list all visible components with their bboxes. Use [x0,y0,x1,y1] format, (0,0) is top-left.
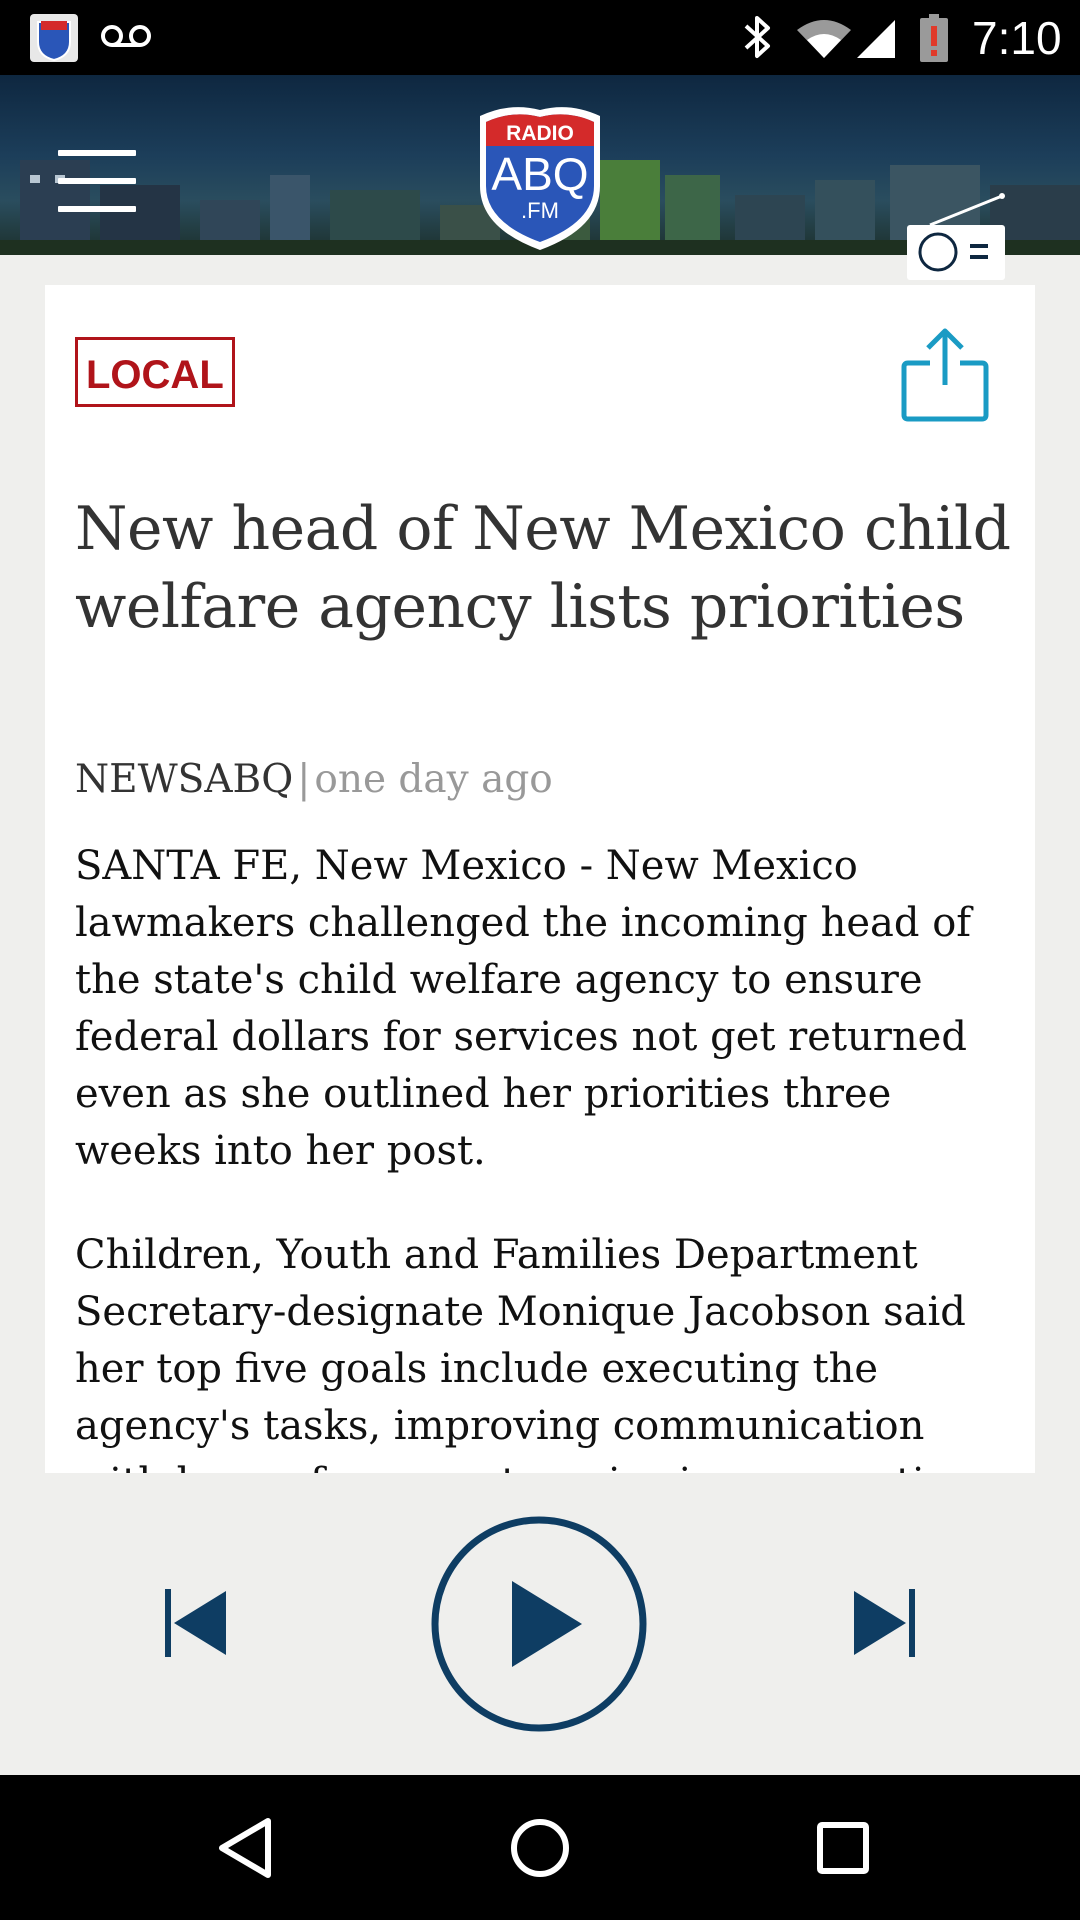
article-paragraph: Children, Youth and Families Department Secretary-designate Monique Jacobson said her top five goals include executing the agency's tasks, improving communication [75,1232,966,1449]
nav-home-icon[interactable] [508,1813,572,1883]
navigation-bar [0,1775,1080,1920]
logo-top-text: RADIO [506,122,574,145]
play-icon[interactable] [430,1515,648,1733]
app-header [0,75,1080,255]
battery-low-icon [920,14,948,62]
nav-back-icon[interactable] [210,1813,280,1883]
radio-icon[interactable] [905,193,1010,288]
status-time: 7:10 [972,12,1062,64]
bluetooth-icon [740,14,774,60]
radio-abq-logo[interactable] [470,102,610,252]
player-controls [0,1473,1080,1775]
wifi-icon [795,18,853,60]
voicemail-icon [100,22,152,50]
byline-separator: | [297,757,311,802]
abq-app-icon [28,12,80,64]
article-byline [75,755,553,805]
skip-previous-icon[interactable] [160,1583,230,1663]
skip-next-icon[interactable] [850,1583,920,1663]
logo-main-text: ABQ [491,148,589,200]
status-bar [0,0,1080,75]
hamburger-menu-icon[interactable] [58,150,136,212]
cell-signal-icon [855,18,897,60]
article-card [45,285,1035,1473]
article-source: NEWSABQ [75,757,294,802]
logo-sub-text: .FM [521,198,559,223]
nav-recents-icon[interactable] [808,1813,878,1883]
article-headline: New head of New Mexico child welfare agency lists priorities [75,494,1011,642]
category-badge[interactable]: LOCAL [75,337,235,407]
article-body [75,838,1025,1559]
article-paragraph: SANTA FE, New Mexico - New Mexico lawmakers challenged the incoming head of the state's child welfare agency to ensure federal dollars for services not get returned even as she outlined her priorities three weeks into her post. [75,843,972,1174]
share-icon[interactable] [900,323,990,423]
article-time: one day ago [314,757,553,802]
